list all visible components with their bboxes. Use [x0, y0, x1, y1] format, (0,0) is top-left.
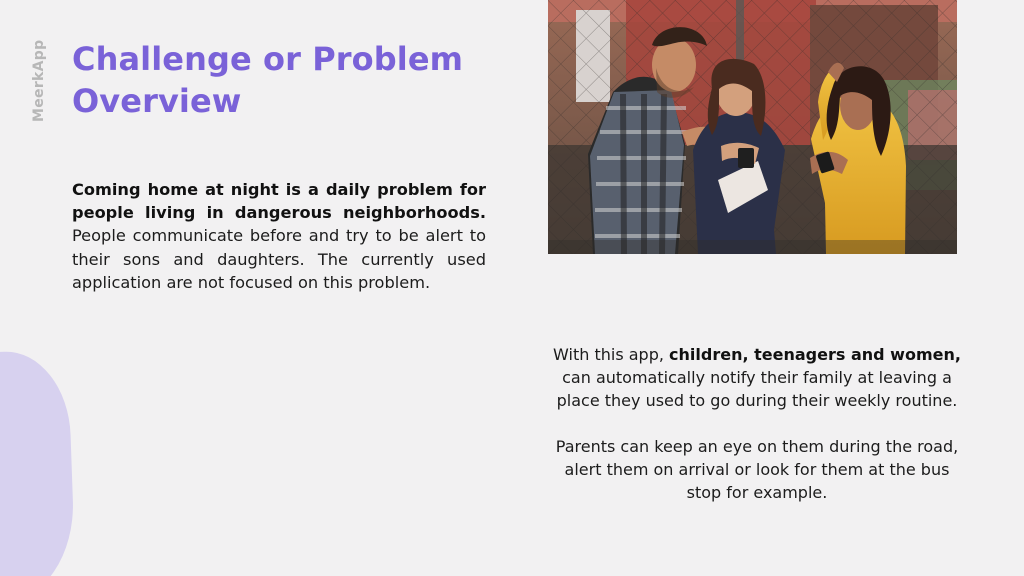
brand-name: MeerkApp — [31, 39, 47, 122]
problem-description — [72, 178, 486, 294]
slide-title: Challenge or Problem Overview — [72, 40, 464, 120]
people-with-phones-image — [548, 0, 957, 254]
parents-paragraph: Parents can keep an eye on them during the road, alert them on arrival or look for them at the bus stop for example. — [555, 436, 959, 503]
problem-bold-text: Coming home at night is a daily problem for people living in dangerous neighborhoods. — [72, 180, 486, 223]
people-with-phones-photo — [548, 0, 957, 254]
solution-description — [548, 343, 966, 504]
problem-body-text: People communicate before and try to be alert to their sons and daughters. The currently used application are not focused on this problem. — [72, 226, 486, 292]
solution-rest-text: can automatically notify their family at leaving a place they used to go during their weekly routine. — [556, 368, 958, 411]
decorative-lilac-shape — [0, 350, 76, 576]
solution-intro-text: With this app, — [553, 345, 664, 364]
solution-highlight-text: children, teenagers and women, — [669, 345, 961, 364]
solution-paragraph — [548, 343, 966, 413]
